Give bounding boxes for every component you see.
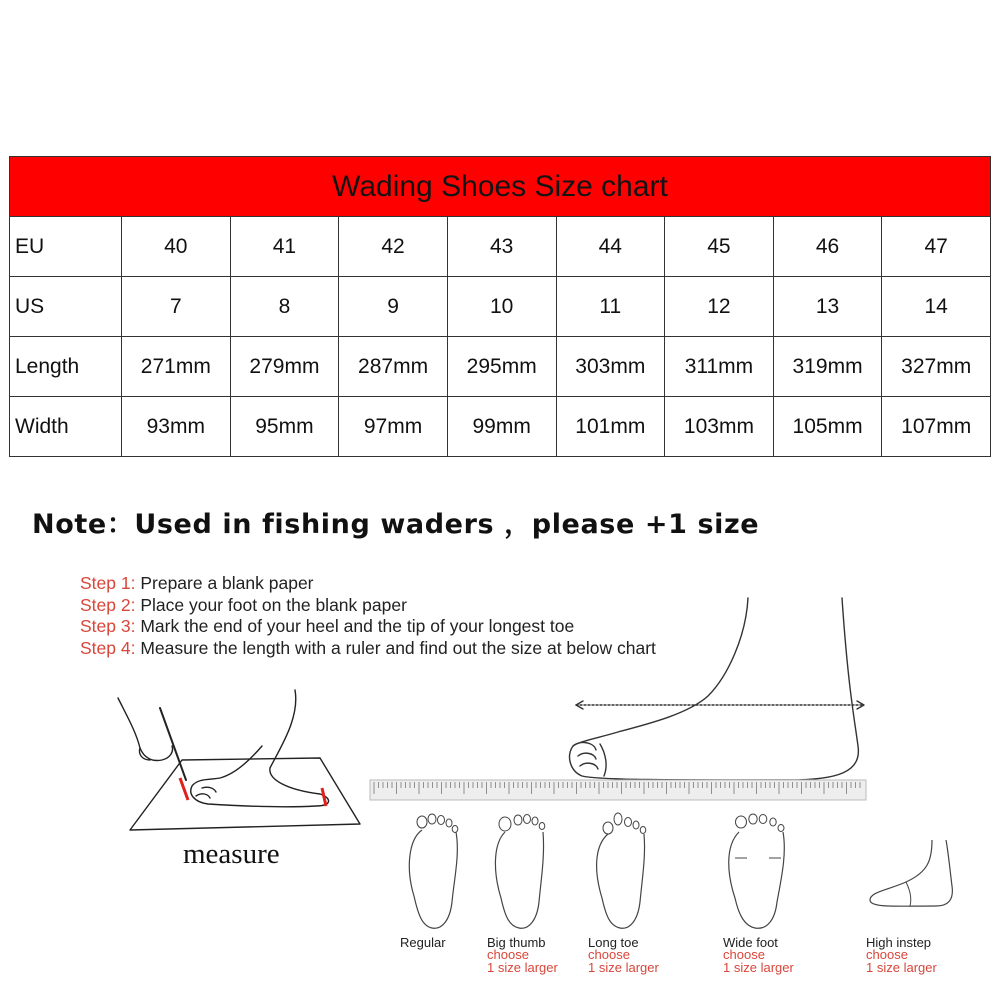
row-label: Length xyxy=(10,337,122,397)
foot-type-choose: choose xyxy=(866,947,908,962)
size-chart-table xyxy=(9,156,991,457)
side-foot-outline xyxy=(570,598,859,780)
table-cell: 44 xyxy=(556,217,665,277)
step-text: Measure the length with a ruler and find out the size at below chart xyxy=(135,637,656,658)
row-label: US xyxy=(10,277,122,337)
step-text: Prepare a blank paper xyxy=(135,573,314,593)
step-text: Place your foot on the blank paper xyxy=(135,594,407,615)
table-cell: 103mm xyxy=(665,397,774,457)
foot-type-advice: 1 size larger xyxy=(723,959,794,975)
foot-type-choose: choose xyxy=(487,947,529,962)
foot-type-big-thumb xyxy=(487,810,558,974)
table-cell: 319mm xyxy=(773,337,882,397)
foot-type-advice: 1 size larger xyxy=(588,959,659,975)
table-cell: 97mm xyxy=(339,397,448,457)
step-label: Step 4: xyxy=(80,637,136,658)
foot-outline xyxy=(191,690,329,807)
table-cell: 12 xyxy=(665,277,774,337)
foot-types xyxy=(390,810,970,1000)
foot-type-label: High instep xyxy=(866,935,932,950)
table-cell: 43 xyxy=(447,217,556,277)
pen xyxy=(160,708,186,780)
measure-caption: measure xyxy=(183,838,280,870)
side-foot-ruler-illustration xyxy=(368,596,873,801)
table-cell: 14 xyxy=(882,277,991,337)
table-cell: 287mm xyxy=(339,337,448,397)
regular-foot-icon xyxy=(400,810,470,936)
table-cell: 101mm xyxy=(556,397,665,457)
row-label: EU xyxy=(10,217,122,277)
foot-type-long-toe xyxy=(588,810,659,974)
step-label: Step 2: xyxy=(80,594,136,615)
table-cell: 311mm xyxy=(665,337,774,397)
blank-paper xyxy=(130,758,360,830)
foot-type-high-instep xyxy=(866,810,966,974)
table-cell: 99mm xyxy=(447,397,556,457)
foot-type-label: Wide foot xyxy=(723,935,778,950)
table-cell: 95mm xyxy=(230,397,339,457)
table-cell: 41 xyxy=(230,217,339,277)
table-cell: 107mm xyxy=(882,397,991,457)
foot-type-label: Regular xyxy=(400,935,446,950)
hand-outline xyxy=(118,698,173,761)
table-cell: 11 xyxy=(556,277,665,337)
table-cell: 10 xyxy=(447,277,556,337)
table-cell: 46 xyxy=(773,217,882,277)
step-label: Step 1: xyxy=(80,573,136,593)
table-cell: 93mm xyxy=(122,397,231,457)
foot-type-advice: 1 size larger xyxy=(487,959,558,975)
step-label: Step 3: xyxy=(80,616,136,637)
table-cell: 303mm xyxy=(556,337,665,397)
note-text: Note：Used in fishing waders ，please +1 size xyxy=(32,509,760,540)
step-item xyxy=(80,573,656,595)
heel-mark xyxy=(322,788,326,806)
foot-type-wide-foot xyxy=(723,810,794,974)
table-row-width xyxy=(10,397,991,457)
long-toe-foot-icon xyxy=(588,810,658,936)
table-cell: 105mm xyxy=(773,397,882,457)
foot-type-regular xyxy=(400,810,470,949)
foot-type-advice: 1 size larger xyxy=(866,959,937,975)
table-cell: 271mm xyxy=(122,337,231,397)
measuring-foot-illustration xyxy=(110,688,372,838)
table-cell: 45 xyxy=(665,217,774,277)
big-thumb-foot-icon xyxy=(487,810,557,936)
foot-type-label: Big thumb xyxy=(487,935,546,950)
table-title: Wading Shoes Size chart xyxy=(10,157,991,217)
table-cell: 13 xyxy=(773,277,882,337)
high-instep-foot-icon xyxy=(866,810,966,936)
table-row-us xyxy=(10,277,991,337)
step-text: Mark the end of your heel and the tip of your longest toe xyxy=(135,616,575,637)
table-cell: 42 xyxy=(339,217,448,277)
foot-type-choose: choose xyxy=(588,947,630,962)
table-cell: 295mm xyxy=(447,337,556,397)
table-cell: 327mm xyxy=(882,337,991,397)
ruler xyxy=(370,780,866,800)
table-cell: 9 xyxy=(339,277,448,337)
table-cell: 7 xyxy=(122,277,231,337)
table-cell: 279mm xyxy=(230,337,339,397)
foot-type-choose: choose xyxy=(723,947,765,962)
table-row-length xyxy=(10,337,991,397)
foot-type-label: Long toe xyxy=(588,935,639,950)
table-cell: 8 xyxy=(230,277,339,337)
table-cell: 40 xyxy=(122,217,231,277)
row-label: Width xyxy=(10,397,122,457)
wide-foot-icon xyxy=(723,810,793,936)
toe-mark xyxy=(180,778,188,800)
table-row-eu xyxy=(10,217,991,277)
table-cell: 47 xyxy=(882,217,991,277)
